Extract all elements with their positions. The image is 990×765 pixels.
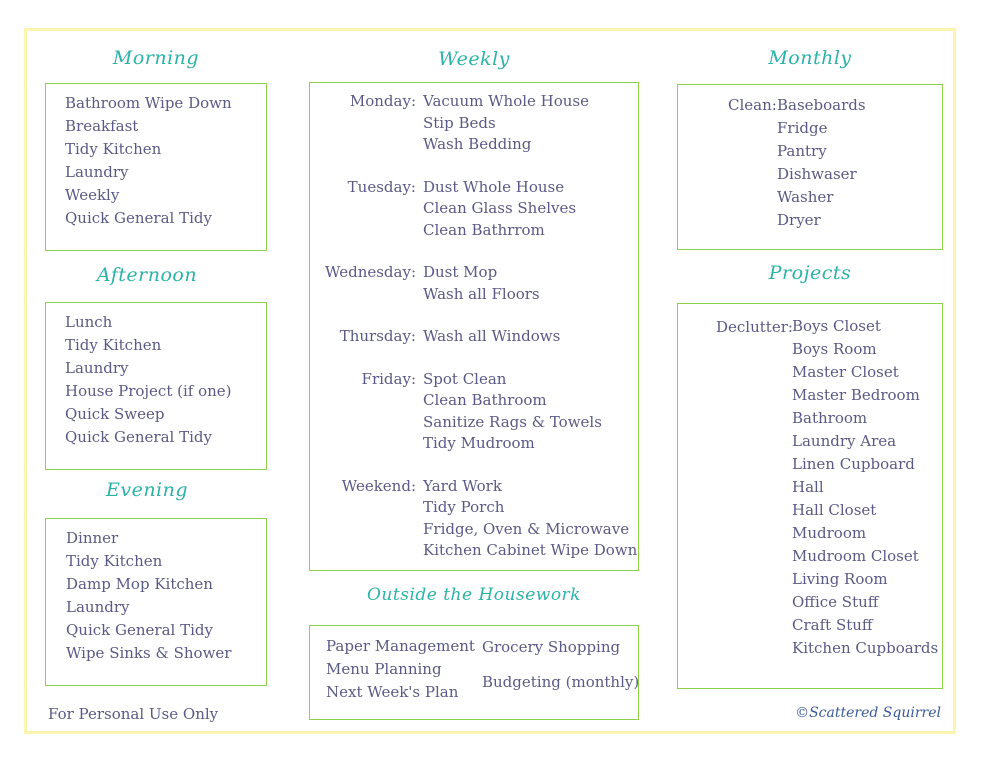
- outside-item: Next Week's Plan: [326, 683, 459, 701]
- weekly-task: Wash Bedding: [423, 135, 532, 153]
- morning-item: Tidy Kitchen: [65, 140, 162, 158]
- evening-item: Laundry: [66, 598, 130, 616]
- outside-col2: [482, 636, 639, 705]
- outside-item: Paper Management: [326, 637, 475, 655]
- footer-brand: ©Scattered Squirrel: [795, 705, 941, 721]
- footer-left: For Personal Use Only: [48, 705, 219, 723]
- morning-heading: Morning: [112, 47, 200, 69]
- morning-item: Quick General Tidy: [65, 209, 212, 227]
- weekly-task: Clean Glass Shelves: [423, 199, 577, 217]
- projects-list: [792, 315, 938, 660]
- projects-label: Declutter:: [716, 318, 793, 336]
- weekly-task: Kitchen Cabinet Wipe Down: [423, 541, 638, 559]
- weekly-task: Yard Work: [423, 476, 502, 495]
- evening-item: Dinner: [66, 529, 119, 547]
- projects-item: Mudroom Closet: [792, 547, 919, 565]
- weekly-box: [309, 82, 639, 571]
- weekly-task: Tidy Porch: [423, 498, 505, 516]
- weekly-task: Wash all Floors: [423, 284, 540, 303]
- weekly-task: Dust Mop: [423, 263, 498, 281]
- projects-heading: Projects: [768, 262, 852, 284]
- outside-item: Grocery Shopping: [482, 638, 621, 656]
- evening-item: Tidy Kitchen: [66, 552, 163, 570]
- afternoon-item: Tidy Kitchen: [65, 336, 162, 354]
- monthly-label: Clean:: [728, 96, 777, 114]
- projects-item: Laundry Area: [792, 432, 897, 450]
- monthly-item: Baseboards: [777, 96, 866, 114]
- weekly-task: Clean Bathrrom: [423, 220, 545, 239]
- monthly-box: [677, 84, 943, 250]
- projects-item: Boys Closet: [792, 317, 881, 335]
- weekly-task: Vacuum Whole House: [423, 92, 590, 110]
- weekly-task: Clean Bathroom: [423, 391, 547, 409]
- afternoon-item: House Project (if one): [65, 382, 232, 400]
- projects-item: Hall: [792, 478, 824, 496]
- afternoon-heading: Afternoon: [96, 264, 198, 286]
- weekly-day-label: Friday:: [361, 369, 416, 388]
- monthly-list: [777, 94, 866, 232]
- evening-list: [66, 527, 231, 665]
- outside-item: Budgeting (monthly): [482, 673, 640, 691]
- monthly-heading: Monthly: [768, 47, 852, 69]
- afternoon-item: Laundry: [65, 359, 129, 377]
- afternoon-box: [45, 302, 267, 470]
- projects-item: Master Bedroom: [792, 386, 920, 404]
- morning-item: Breakfast: [65, 117, 139, 135]
- evening-box: [45, 518, 267, 686]
- projects-item: Master Closet: [792, 363, 899, 381]
- evening-item: Quick General Tidy: [66, 621, 213, 639]
- projects-item: Kitchen Cupboards: [792, 639, 939, 657]
- projects-item: Office Stuff: [792, 593, 879, 611]
- weekly-day-label: Weekend:: [341, 476, 416, 495]
- weekly-day-label: Thursday:: [339, 327, 416, 345]
- outside-item: Menu Planning: [326, 660, 442, 678]
- outside-box: [309, 625, 639, 720]
- monthly-item: Pantry: [777, 142, 827, 160]
- evening-item: Wipe Sinks & Shower: [66, 644, 232, 662]
- evening-heading: Evening: [105, 479, 189, 501]
- monthly-item: Dishwaser: [777, 165, 857, 183]
- monthly-item: Dryer: [777, 211, 821, 229]
- afternoon-item: Lunch: [65, 313, 113, 331]
- evening-item: Damp Mop Kitchen: [66, 575, 213, 593]
- weekly-task: Stip Beds: [423, 113, 496, 132]
- monthly-item: Washer: [777, 188, 834, 206]
- morning-list: [65, 92, 232, 230]
- monthly-item: Fridge: [777, 119, 828, 137]
- weekly-day-label: Wednesday:: [325, 263, 416, 281]
- projects-item: Bathroom: [792, 409, 868, 427]
- projects-item: Boys Room: [792, 340, 877, 358]
- weekly-task: Tidy Mudroom: [423, 434, 535, 452]
- weekly-day-label: Monday:: [349, 92, 416, 110]
- projects-box: [677, 303, 943, 689]
- projects-item: Hall Closet: [792, 501, 877, 519]
- weekly-task: Spot Clean: [423, 369, 507, 388]
- projects-item: Mudroom: [792, 524, 867, 542]
- morning-item: Weekly: [65, 186, 120, 204]
- afternoon-item: Quick Sweep: [65, 405, 165, 423]
- weekly-task: Wash all Windows: [423, 327, 561, 345]
- afternoon-item: Quick General Tidy: [65, 428, 212, 446]
- projects-item: Linen Cupboard: [792, 455, 915, 473]
- outside-heading: Outside the Housework: [367, 585, 581, 605]
- weekly-task: Dust Whole House: [423, 177, 565, 196]
- morning-item: Laundry: [65, 163, 129, 181]
- outside-col1: [326, 635, 475, 704]
- weekly-task: Sanitize Rags & Towels: [423, 412, 602, 431]
- weekly-heading: Weekly: [438, 48, 510, 70]
- weekly-day-label: Tuesday:: [347, 177, 416, 196]
- projects-item: Living Room: [792, 570, 888, 588]
- afternoon-list: [65, 311, 232, 449]
- morning-item: Bathroom Wipe Down: [65, 94, 232, 112]
- morning-box: [45, 83, 267, 251]
- projects-item: Craft Stuff: [792, 616, 873, 634]
- weekly-task: Fridge, Oven & Microwave: [423, 519, 630, 538]
